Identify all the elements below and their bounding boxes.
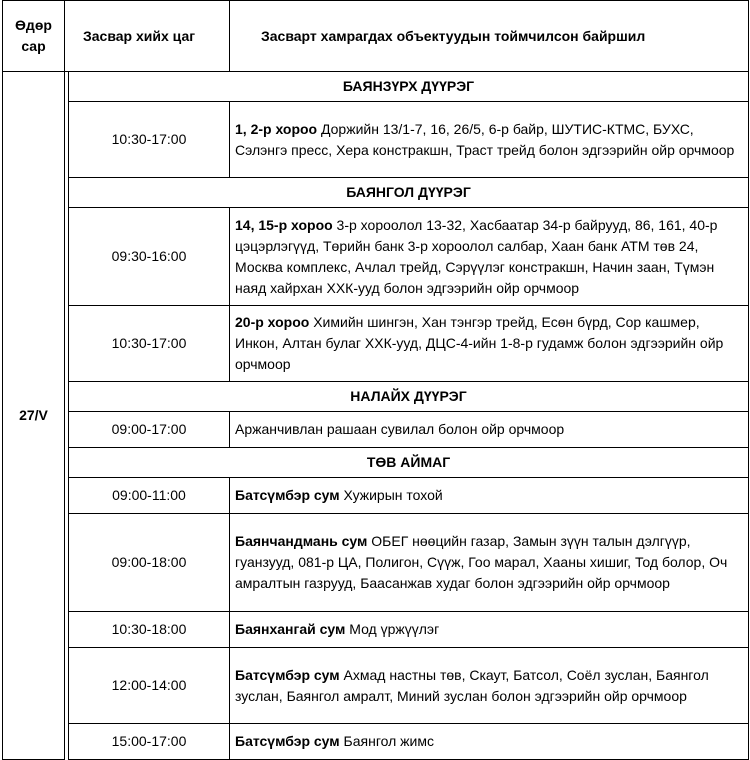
table-row [3,478,749,514]
location-details: Мод үржүүлэг [345,621,440,637]
table-row [3,612,749,648]
location-area: 20-р хороо [235,314,310,330]
location-details: Хужирын тохой [339,487,443,503]
district-row [3,382,749,412]
location-cell [230,478,749,514]
location-cell [230,612,749,648]
location-cell [230,412,749,448]
location-cell [230,648,749,724]
time-cell: 15:00-17:00 [69,724,230,760]
header-time: Засвар хийх цаг [65,1,230,72]
location-details: Ахмад настны төв, Скаут, Батсол, Соёл зуслан, Баянгол зуслан, Баянгол амралт, Миний зуслан болон эдгээрийн ойр орчмоор [235,666,709,704]
location-cell [230,724,749,760]
location-area: Баянчандмань сум [235,533,368,549]
location-area: 1, 2-р хороо [235,120,318,137]
table-row [3,306,749,382]
header-date-line2: сар [21,38,46,54]
time-cell: 09:00-18:00 [69,514,230,612]
location-details: 3-р хороолол 13-32, Хасбаатар 34-р байрууд, 86, 161, 40-р цэцэрлэгүүд, Төрийн банк 3-р хороолол салбар, Хаан банк АТМ төв 24, Москва комплекс, Ачлал трейд, Сэрүүлэг констракшн, Начин заан, Түмэн наяд хайрхан ХХК-ууд болон эдгээрийн ойр орчмоор [235,216,718,296]
location-cell [230,208,749,306]
header-date-line1: Өдөр [15,17,52,33]
location-details: Баянгол жимс [339,733,434,749]
header-row [3,1,749,72]
location-area: Баянхангай сум [235,621,346,637]
time-cell: 10:30-17:00 [69,306,230,382]
location-area: 14, 15-р хороо [235,216,333,233]
location-cell [230,102,749,178]
location-details: ОБЕГ нөөцийн газар, Замын зүүн талын дэлгүүр, гуанзууд, 081-р ЦА, Полигон, Сүүж, Гоо марал, Хааны хишиг, Тод болор, Оч амралтын газрууд, Баасанжав худаг болон эдгээрийн ойр орчмоор [235,533,728,591]
table-row [3,724,749,760]
district-heading: НАЛАЙХ ДҮҮРЭГ [69,382,749,412]
location-area: Батсүмбэр сум [235,487,340,503]
table-row [3,412,749,448]
time-cell: 10:30-17:00 [69,102,230,178]
time-cell: 09:30-16:00 [69,208,230,306]
district-heading: БАЯНЗҮРХ ДҮҮРЭГ [69,72,749,102]
maintenance-schedule-table [2,0,749,760]
date-cell: 27/V [3,72,65,760]
location-details: Химийн шингэн, Хан тэнгэр трейд, Есөн бүрд, Сор кашмер, Инкон, Алтан булаг ХХК-ууд, ДЦС-4-ийн 1-8-р гудамж болон эдгээрийн ойр орчмоор [235,314,724,372]
location-cell [230,514,749,612]
location-details: Доржийн 13/1-7, 16, 26/5, 6-р байр, ШУТИС-КТМС, БУХС, Сэлэнгэ пресс, Хера констракшн, Траст трейд болон эдгээрийн ойр орчмоор [235,120,735,158]
location-area: Батсүмбэр сум [235,666,340,683]
district-row [3,178,749,208]
schedule-body [3,72,749,760]
time-cell: 12:00-14:00 [69,648,230,724]
district-heading: БАЯНГОЛ ДҮҮРЭГ [69,178,749,208]
district-row [3,448,749,478]
location-details: Аржанчивлан рашаан сувилал болон ойр орчмоор [235,421,565,437]
table-row [3,648,749,724]
table-row [3,102,749,178]
table-row [3,208,749,306]
location-area: Батсүмбэр сум [235,733,340,749]
district-heading: ТӨВ АЙМАГ [69,448,749,478]
district-row [3,72,749,102]
time-cell: 09:00-11:00 [69,478,230,514]
time-cell: 10:30-18:00 [69,612,230,648]
header-date [3,1,65,72]
location-cell [230,306,749,382]
time-cell: 09:00-17:00 [69,412,230,448]
table-row [3,514,749,612]
header-location: Засварт хамрагдах объектуудын тоймчилсон байршил [230,1,749,72]
